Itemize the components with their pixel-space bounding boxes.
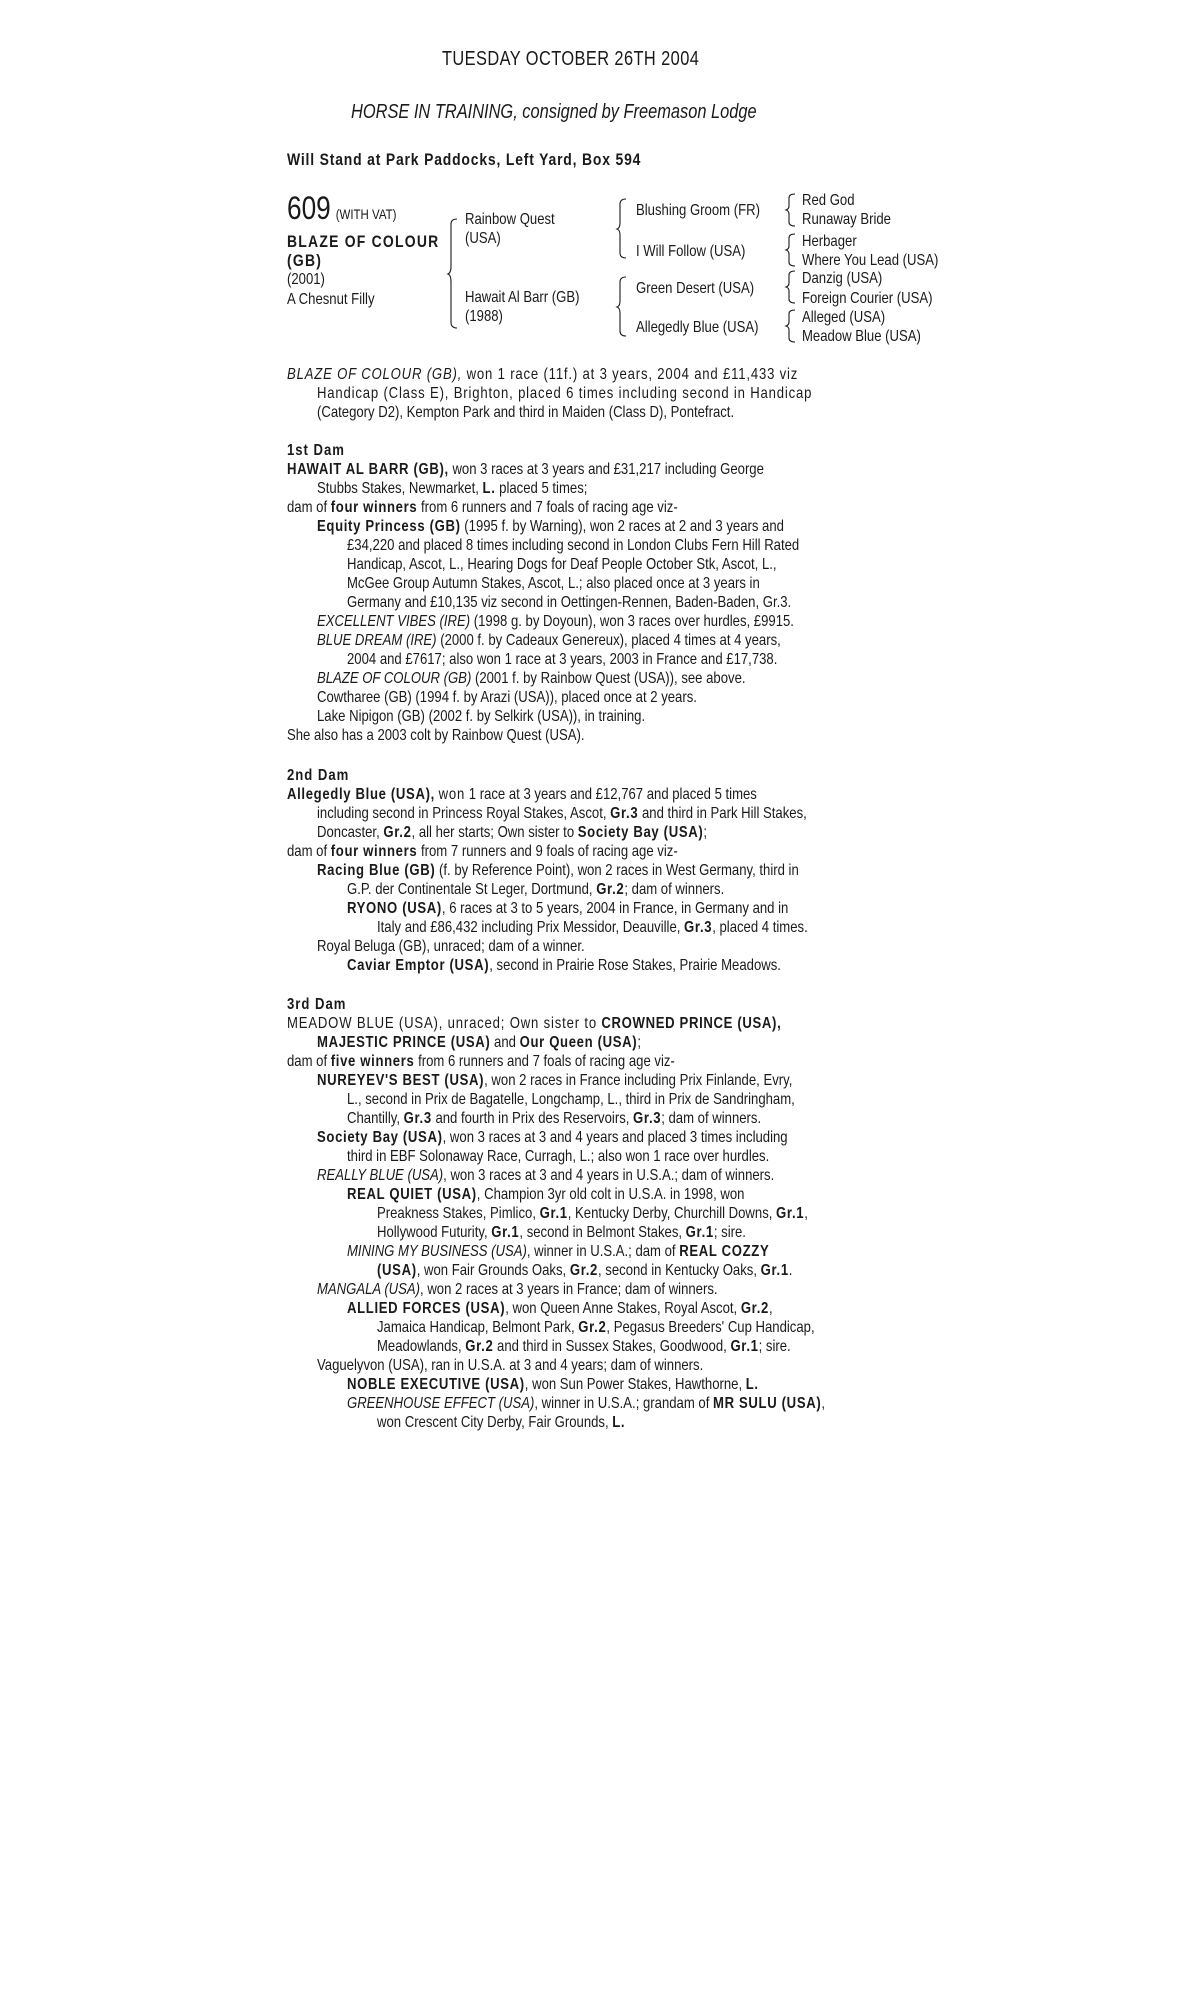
dam-name: Hawait Al Barr (GB)	[465, 289, 580, 306]
stand-location: Will Stand at Park Paddocks, Left Yard, Box 594	[287, 150, 642, 169]
lot-number: 609	[287, 190, 331, 226]
dam-year: (1988)	[465, 308, 503, 325]
pedigree-bracket-gg4	[786, 309, 798, 343]
great-grandsire-1: Red God	[802, 192, 855, 209]
horse-description: A Chesnut Filly	[287, 291, 375, 308]
lot-number-block	[287, 190, 421, 227]
great-grandsire-2: Herbager	[802, 233, 857, 250]
grandsire-2: Green Desert (USA)	[636, 280, 755, 297]
foaling-year: (2001)	[287, 271, 325, 288]
second-dam-section: 2nd Dam Allegedly Blue (USA), won 1 race at 3 years and £12,767 and placed 5 times including second in Princess Royal Stakes, Ascot, Gr.3 and third in Park Hill Stakes, Doncaster, Gr.2, all her starts; Own sister to Society Bay (USA); dam of four winners from 7 runners and 9 foals of racing age viz- Racing Blue (GB) (f. by Reference Point), won 2 races in West Germany, third in G.P. der Continentale St Leger, Dortmund, Gr.2; dam of winners. RYONO (USA), 6 races at 3 to 5 years, 2004 in France, in Germany and in Italy and £86,432 including Prix Messidor, Deauville, Gr.3, placed 4 times. Royal Beluga (GB), unraced; dam of a winner. Caviar Emptor (USA), second in Prairie Rose Stakes, Prairie Meadows.	[287, 767, 808, 974]
pedigree-bracket-gg1	[786, 193, 798, 227]
great-granddam-1: Runaway Bride	[802, 211, 891, 228]
great-granddam-4: Meadow Blue (USA)	[802, 328, 921, 345]
consignment-line: HORSE IN TRAINING, consigned by Freemason Lodge	[351, 101, 757, 123]
sale-date: TUESDAY OCTOBER 26TH 2004	[441, 48, 699, 70]
horse-name: BLAZE OF COLOUR (GB)	[287, 232, 440, 270]
pedigree-bracket-main	[448, 218, 462, 330]
granddam-2: Allegedly Blue (USA)	[636, 319, 759, 336]
first-dam-heading: 1st Dam	[287, 442, 345, 459]
race-summary: BLAZE OF COLOUR (GB), won 1 race (11f.) at 3 years, 2004 and £11,433 viz Handicap (Class E), Brighton, placed 6 times including second in Handicap (Category D2), Kempton Park and third in Maiden (Class D), Pontefract.	[287, 366, 813, 421]
third-dam-section: 3rd Dam MEADOW BLUE (USA), unraced; Own sister to CROWNED PRINCE (USA), MAJESTIC PRINCE (USA) and Our Queen (USA); dam of five winners from 6 runners and 7 foals of racing age viz- NUREYEV'S BEST (USA), won 2 races in France including Prix Finlande, Evry, L., second in Prix de Bagatelle, Longchamp, L., third in Prix de Sandringham, Chantilly, Gr.3 and fourth in Prix des Reservoirs, Gr.3; dam of winners. Society Bay (USA), won 3 races at 3 and 4 years and placed 3 times including third in EBF Solonaway Race, Curragh, L.; also won 1 race over hurdles. REALLY BLUE (USA), won 3 races at 3 and 4 years in U.S.A.; dam of winners. REAL QUIET (USA), Champion 3yr old colt in U.S.A. in 1998, won Preakness Stakes, Pimlico, Gr.1, Kentucky Derby, Churchill Downs, Gr.1, Hollywood Futurity, Gr.1, second in Belmont Stakes, Gr.1; sire. MINING MY BUSINESS (USA), winner in U.S.A.; dam of REAL COZZY (USA), won Fair Grounds Oaks, Gr.2, second in Kentucky Oaks, Gr.1. MANGALA (USA), won 2 races at 3 years in France; dam of winners. ALLIED FORCES (USA), won Queen Anne Stakes, Royal Ascot, Gr.2, Jamaica Handicap, Belmont Park, Gr.2, Pegasus Breeders' Cup Handicap, Meadowlands, Gr.2 and third in Sussex Stakes, Goodwood, Gr.1; sire. Vaguelyvon (USA), ran in U.S.A. at 3 and 4 years; dam of winners. NOBLE EXECUTIVE (USA), won Sun Power Stakes, Hawthorne, L. GREENHOUSE EFFECT (USA), winner in U.S.A.; grandam of MR SULU (USA), won Crescent City Derby, Fair Grounds, L.	[287, 996, 826, 1431]
second-dam-heading: 2nd Dam	[287, 767, 350, 784]
sire-origin: (USA)	[465, 230, 501, 247]
grandsire-1: Blushing Groom (FR)	[636, 202, 760, 219]
great-grandsire-4: Alleged (USA)	[802, 309, 886, 326]
third-dam-heading: 3rd Dam	[287, 996, 347, 1013]
pedigree-bracket-gg3	[786, 270, 798, 304]
great-grandsire-3: Danzig (USA)	[802, 270, 883, 287]
pedigree-bracket-sire	[617, 198, 629, 260]
vat-note: (WITH VAT)	[335, 206, 397, 222]
sire-name: Rainbow Quest	[465, 211, 555, 228]
pedigree-bracket-dam	[617, 276, 629, 338]
great-granddam-2: Where You Lead (USA)	[802, 252, 939, 269]
pedigree-bracket-gg2	[786, 233, 798, 267]
first-dam-section: 1st Dam HAWAIT AL BARR (GB), won 3 races at 3 years and £31,217 including George Stubbs Stakes, Newmarket, L. placed 5 times; dam of four winners from 6 runners and 7 foals of racing age viz- Equity Princess (GB) (1995 f. by Warning), won 2 races at 2 and 3 years and £34,220 and placed 8 times including second in London Clubs Fern Hill Rated Handicap, Ascot, L., Hearing Dogs for Deaf People October Stk, Ascot, L., McGee Group Autumn Stakes, Ascot, L.; also placed once at 3 years in Germany and £10,135 viz second in Oettingen-Rennen, Baden-Baden, Gr.3. EXCELLENT VIBES (IRE) (1998 g. by Doyoun), won 3 races over hurdles, £9915. BLUE DREAM (IRE) (2000 f. by Cadeaux Genereux), placed 4 times at 4 years, 2004 and £7617; also won 1 race at 3 years, 2003 in France and £17,738. BLAZE OF COLOUR (GB) (2001 f. by Rainbow Quest (USA)), see above. Cowtharee (GB) (1994 f. by Arazi (USA)), placed once at 2 years. Lake Nipigon (GB) (2002 f. by Selkirk (USA)), in training. She also has a 2003 colt by Rainbow Quest (USA).	[287, 442, 800, 744]
great-granddam-3: Foreign Courier (USA)	[802, 290, 933, 307]
granddam-1: I Will Follow (USA)	[636, 243, 746, 260]
